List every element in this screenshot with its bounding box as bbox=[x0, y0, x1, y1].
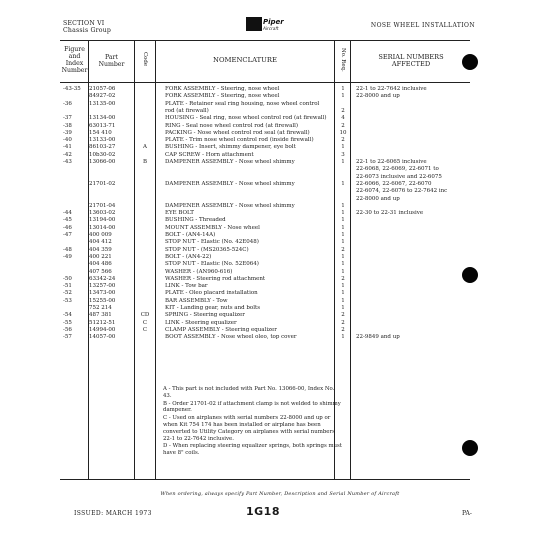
quantity-cell: 2 bbox=[341, 246, 345, 253]
quantity-cell: 4 bbox=[341, 115, 345, 122]
code-cell: C bbox=[142, 326, 148, 333]
quantity-cell: 1 bbox=[341, 86, 345, 92]
nomenclature-cell: STOP NUT - (MS20365-524C) bbox=[165, 246, 249, 253]
quantity-cell: 1 bbox=[341, 159, 345, 165]
table-row bbox=[0, 203, 550, 210]
quantity-cell: 1 bbox=[341, 239, 345, 246]
table-row bbox=[0, 123, 550, 130]
figure-index-cell: -49 bbox=[63, 253, 72, 260]
group-label: Chassis Group bbox=[63, 27, 112, 34]
table-row bbox=[0, 327, 550, 334]
quantity-cell: 1 bbox=[341, 180, 345, 187]
quantity-cell: 2 bbox=[341, 275, 345, 282]
punch-hole-icon bbox=[462, 54, 478, 70]
nomenclature-cell: BUSHING - Insert, shimmy dampener, eye bolt bbox=[165, 144, 296, 151]
part-number-cell: 86103-27 bbox=[89, 144, 116, 151]
table-row bbox=[0, 247, 550, 254]
col-header-figure-line: Figure bbox=[64, 46, 85, 53]
figure-index-cell: -43 bbox=[63, 159, 72, 165]
figure-index-cell: -40 bbox=[63, 137, 72, 144]
figure-index-cell: -50 bbox=[63, 275, 72, 282]
quantity-cell: 10 bbox=[339, 129, 347, 136]
part-number-cell: 14994-00 bbox=[89, 326, 116, 333]
part-number-cell: 21701-04 bbox=[89, 202, 116, 209]
nomenclature-cell: STOP NUT - Elastic (No. 52E064) bbox=[165, 261, 259, 268]
quantity-cell: 3 bbox=[341, 151, 345, 158]
nomenclature-cell: DAMPENER ASSEMBLY - Nose wheel shimmy bbox=[165, 202, 295, 209]
table-row bbox=[0, 254, 550, 261]
table-row bbox=[0, 334, 550, 341]
table-row bbox=[0, 144, 550, 151]
part-number-cell: 13066-00 bbox=[89, 159, 116, 165]
serial-cell: 22-30 to 22-31 inclusive bbox=[356, 210, 424, 217]
part-number-cell: 51212-51 bbox=[89, 319, 116, 326]
figure-index-cell: -39 bbox=[63, 129, 72, 136]
col-header-part-line: Number bbox=[98, 61, 125, 68]
code-cell: C bbox=[142, 319, 148, 326]
serial-cell: 22-6068, 22-6069, 22-6071 to bbox=[356, 166, 439, 173]
part-number-cell: 13473-00 bbox=[89, 290, 116, 297]
nomenclature-cell: FORK ASSEMBLY - Steering, nose wheel bbox=[165, 93, 280, 100]
part-number-cell: 13014-00 bbox=[89, 224, 116, 231]
nomenclature-cell: rod (at firewall) bbox=[165, 107, 209, 114]
figure-index-cell: -48 bbox=[63, 246, 72, 253]
page-code: 1G18 bbox=[246, 505, 280, 518]
figure-index-cell: -57 bbox=[63, 334, 72, 341]
part-number-cell: 154 410 bbox=[89, 129, 112, 136]
quantity-cell: 1 bbox=[341, 217, 345, 224]
quantity-cell: 1 bbox=[341, 261, 345, 268]
nomenclature-cell: BOOT ASSEMBLY - Nose wheel oleo, top cover bbox=[165, 334, 297, 341]
table-row bbox=[0, 188, 550, 195]
nomenclature-cell: DAMPENER ASSEMBLY - Nose wheel shimmy bbox=[165, 159, 295, 165]
nomenclature-cell: BOLT - (AN4-14A) bbox=[165, 232, 216, 238]
ordering-note: When ordering, always specify Part Number, Description and Serial Number of Aircraft bbox=[160, 491, 400, 497]
part-number-cell: 752 214 bbox=[89, 305, 112, 311]
table-row bbox=[0, 86, 550, 93]
logo-block-icon bbox=[246, 17, 262, 31]
part-number-cell: 13134-00 bbox=[89, 115, 116, 122]
nomenclature-cell: BAR ASSEMBLY - Tow bbox=[165, 297, 228, 304]
code-cell: A bbox=[143, 144, 147, 151]
col-header-serial-line: SERIAL NUMBERS bbox=[378, 53, 444, 61]
part-number-cell: 13135-00 bbox=[89, 100, 116, 107]
col-header-part-line: Part bbox=[104, 54, 119, 61]
nomenclature-cell: DAMPENER ASSEMBLY - Nose wheel shimmy bbox=[165, 180, 295, 187]
table-row bbox=[0, 239, 550, 246]
part-number-cell: 15255-00 bbox=[89, 297, 116, 304]
footnote: B - Order 21701-02 if attachment clamp is not welded to shimmy dampener. bbox=[163, 400, 341, 414]
nomenclature-cell: RING - Seal nose wheel control rod (at firewall) bbox=[165, 122, 299, 129]
table-row bbox=[0, 298, 550, 305]
table-row bbox=[0, 181, 550, 188]
serial-cell: 22-1 to 22-7642 inclusive bbox=[356, 86, 427, 92]
figure-index-cell: -56 bbox=[63, 326, 72, 333]
part-number-cell: 487 381 bbox=[89, 312, 112, 319]
figure-index-cell: -52 bbox=[63, 290, 72, 297]
code-cell: CD bbox=[140, 312, 150, 319]
nomenclature-cell: MOUNT ASSEMBLY - Nose wheel bbox=[165, 224, 260, 231]
part-number-cell: 13133-00 bbox=[89, 137, 116, 144]
nomenclature-cell: BOLT - (AN4-22) bbox=[165, 253, 212, 260]
part-number-cell: 10b30-02 bbox=[89, 151, 116, 158]
figure-index-cell: -36 bbox=[63, 100, 72, 107]
quantity-cell: 1 bbox=[341, 232, 345, 238]
quantity-cell: 2 bbox=[341, 319, 345, 326]
part-number-cell: 21701-02 bbox=[89, 180, 116, 187]
serial-cell: 22-8000 and up bbox=[356, 195, 400, 202]
nomenclature-cell: WASHER - Steering rod attachment bbox=[165, 275, 266, 282]
punch-hole-icon bbox=[462, 267, 478, 283]
col-header-figure-line: Number bbox=[61, 67, 88, 74]
part-number-cell: 14057-00 bbox=[89, 334, 116, 341]
nomenclature-cell: BUSHING - Threaded bbox=[165, 217, 226, 224]
nomenclature-cell: SPRING - Steering equalizer bbox=[165, 312, 245, 319]
part-number-cell: 13194-00 bbox=[89, 217, 116, 224]
nomenclature-cell: LINK - Steering equalizer bbox=[165, 319, 237, 326]
quantity-cell: 1 bbox=[341, 202, 345, 209]
nomenclature-cell: PLATE - Oleo placard installation bbox=[165, 290, 258, 297]
nomenclature-cell: WASHER - (AN960-616) bbox=[165, 268, 233, 275]
code-cell: B bbox=[142, 159, 148, 165]
figure-index-cell: -47 bbox=[63, 232, 72, 238]
serial-cell: 22-6066, 22-6067, 22-6070 bbox=[356, 180, 432, 187]
quantity-cell: 2 bbox=[341, 312, 345, 319]
table-row bbox=[0, 196, 550, 203]
serial-cell: 22-6073 inclusive and 22-6075 bbox=[356, 173, 442, 180]
quantity-cell: 2 bbox=[341, 107, 345, 114]
footnotes bbox=[163, 386, 343, 458]
nomenclature-cell: EYE BOLT bbox=[165, 210, 194, 217]
col-header-nomenclature: NOMENCLATURE bbox=[213, 56, 277, 64]
col-header-qty: No. Req. bbox=[340, 48, 346, 72]
quantity-cell: 1 bbox=[341, 268, 345, 275]
col-header-code: Code bbox=[142, 52, 148, 67]
quantity-cell: 1 bbox=[341, 290, 345, 297]
quantity-cell: 1 bbox=[341, 283, 345, 290]
table-row bbox=[0, 137, 550, 144]
part-number-cell: 63013-71 bbox=[89, 122, 116, 129]
table-row bbox=[0, 130, 550, 137]
footnote: C - Used on airplanes with serial numbers 22-8000 and up or when Kit 754 174 has been installed or airplane has been converted to Utility Category on airplanes with serial numbers 22-1 to 22-7642 inclusive. bbox=[163, 415, 335, 442]
table-row bbox=[0, 232, 550, 239]
nomenclature-cell: CLAMP ASSEMBLY - Steering equalizer bbox=[165, 326, 277, 333]
table-row bbox=[0, 305, 550, 312]
part-number-cell: 63342-24 bbox=[89, 275, 116, 282]
nomenclature-cell: PACKING - Nose wheel control rod seal (at firewall) bbox=[165, 129, 310, 136]
table-row bbox=[0, 283, 550, 290]
figure-index-cell: -55 bbox=[63, 319, 72, 326]
quantity-cell: 1 bbox=[341, 253, 345, 260]
figure-index-cell: -42 bbox=[63, 151, 72, 158]
part-number-cell: 13603-02 bbox=[89, 210, 116, 217]
nomenclature-cell: STOP NUT - Elastic (No. 42E048) bbox=[165, 239, 259, 246]
section-header bbox=[63, 20, 111, 34]
part-number-cell: 13257-00 bbox=[89, 283, 116, 290]
nomenclature-cell: KIT - Landing gear, nuts and bolts bbox=[165, 305, 261, 311]
quantity-cell: 1 bbox=[341, 297, 345, 304]
serial-cell: 22-1 to 22-6065 inclusive bbox=[356, 159, 427, 165]
page-title: NOSE WHEEL INSTALLATION bbox=[370, 22, 475, 29]
table-row bbox=[0, 166, 550, 173]
quantity-cell: 2 bbox=[341, 326, 345, 333]
footnote: A - This part is not included with Part No. 13066-00, Index No. 43. bbox=[163, 386, 335, 399]
col-header-serial bbox=[352, 54, 470, 68]
quantity-cell: 1 bbox=[341, 305, 345, 311]
nomenclature-cell: PLATE - Retainer seal ring housing, nose wheel control bbox=[165, 100, 320, 107]
col-header-figure-line: and bbox=[68, 53, 81, 60]
part-number-cell: 21057-06 bbox=[89, 86, 116, 92]
section-label: SECTION VI bbox=[63, 20, 105, 27]
punch-hole-icon bbox=[462, 440, 478, 456]
part-number-cell: 400 009 bbox=[89, 232, 112, 238]
col-header-serial-line: AFFECTED bbox=[391, 60, 431, 68]
figure-index-cell: -41 bbox=[63, 144, 72, 151]
part-number-cell: 404 486 bbox=[89, 261, 112, 268]
table-row bbox=[0, 93, 550, 100]
serial-cell: 22-8000 and up bbox=[356, 93, 400, 100]
piper-logo bbox=[246, 17, 290, 35]
table-row bbox=[0, 152, 550, 159]
page-suffix: PA- bbox=[462, 510, 472, 517]
table-row bbox=[0, 159, 550, 166]
figure-index-cell: -43-35 bbox=[63, 86, 81, 92]
figure-index-cell: -46 bbox=[63, 224, 72, 231]
quantity-cell: 2 bbox=[341, 137, 345, 144]
table-row bbox=[0, 225, 550, 232]
col-header-figure bbox=[61, 46, 88, 74]
quantity-cell: 1 bbox=[341, 334, 345, 341]
part-number-cell: 400 221 bbox=[89, 253, 112, 260]
quantity-cell: 1 bbox=[341, 224, 345, 231]
nomenclature-cell: HOUSING - Seal ring, nose wheel control rod (at firewall) bbox=[165, 115, 327, 122]
figure-index-cell: -54 bbox=[63, 312, 72, 319]
part-number-cell: 407 566 bbox=[89, 268, 112, 275]
footnote: D - When replacing steering equalizer springs, both springs must have 8" coils. bbox=[163, 443, 342, 457]
table-row bbox=[0, 210, 550, 217]
serial-cell: 22-9849 and up bbox=[356, 334, 400, 341]
issued-date: ISSUED: MARCH 1973 bbox=[74, 510, 152, 517]
col-header-figure-line: Index bbox=[65, 60, 84, 67]
figure-index-cell: -45 bbox=[63, 217, 72, 224]
part-number-cell: 404 359 bbox=[89, 246, 112, 253]
serial-cell: 22-6074, 22-6076 to 22-7642 inc bbox=[356, 188, 448, 195]
quantity-cell: 1 bbox=[341, 144, 345, 151]
nomenclature-cell: CAP SCREW - Horn attachment bbox=[165, 151, 254, 158]
figure-index-cell: -38 bbox=[63, 122, 72, 129]
figure-index-cell: -51 bbox=[63, 283, 72, 290]
nomenclature-cell: FORK ASSEMBLY - Steering, nose wheel bbox=[165, 86, 280, 92]
figure-index-cell: -53 bbox=[63, 297, 72, 304]
header-divider bbox=[60, 82, 470, 83]
quantity-cell: 2 bbox=[341, 122, 345, 129]
col-header-part bbox=[89, 54, 134, 68]
table-row bbox=[0, 312, 550, 319]
quantity-cell: 1 bbox=[341, 93, 345, 100]
part-number-cell: 84927-02 bbox=[89, 93, 116, 100]
table-row bbox=[0, 290, 550, 297]
table-row bbox=[0, 115, 550, 122]
table-row bbox=[0, 320, 550, 327]
table-row bbox=[0, 101, 550, 108]
figure-index-cell: -37 bbox=[63, 115, 72, 122]
nomenclature-cell: PLATE - Trim nose wheel control rod (inside firewall) bbox=[165, 137, 314, 144]
table-row bbox=[0, 174, 550, 181]
nomenclature-cell: LINK - Tow bar bbox=[165, 283, 208, 290]
table-row bbox=[0, 217, 550, 224]
logo-brand: Piper bbox=[263, 18, 284, 26]
logo-sub: Aircraft bbox=[263, 26, 279, 31]
part-number-cell: 404 412 bbox=[89, 239, 112, 246]
figure-index-cell: -44 bbox=[63, 210, 72, 217]
quantity-cell: 1 bbox=[341, 210, 345, 217]
